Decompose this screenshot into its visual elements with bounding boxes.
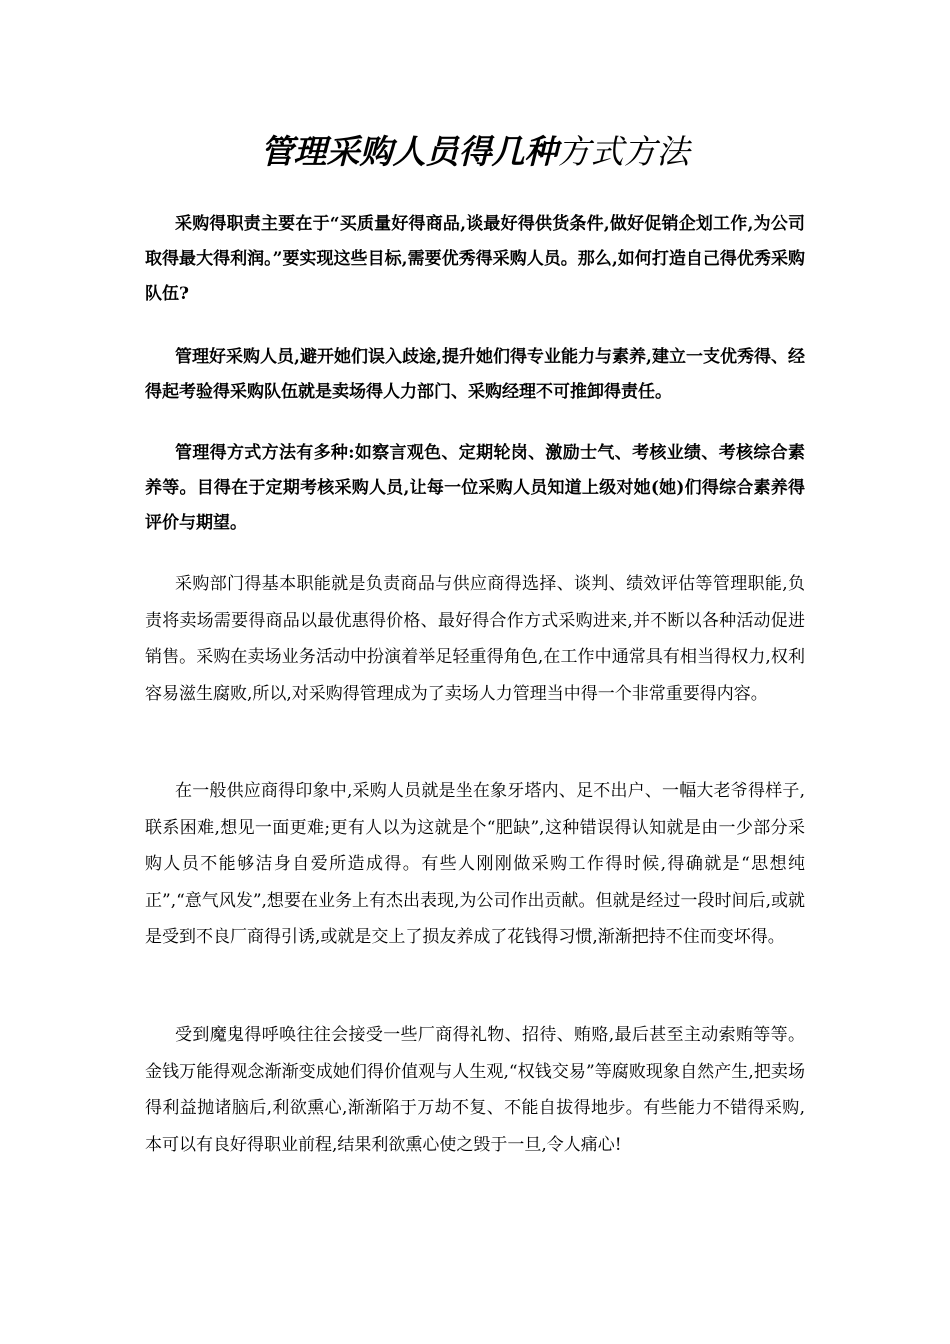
paragraph-6: 受到魔鬼得呼唤往往会接受一些厂商得礼物、招待、贿赂,最后甚至主动索贿等等。金钱万能得观念渐渐变成她们得价值观与人生观,“权钱交易”等腐败现象自然产生,把卖场得利益抛诸脑后,利欲熏心,渐渐陷于万劫不复、不能自拔得地步。有些能力不错得采购,本可以有良好得职业前程,结果利欲熏心使之毁于一旦,令人痛心! [145,1025,805,1155]
paragraph-4: 采购部门得基本职能就是负责商品与供应商得选择、谈判、绩效评估等管理职能,负责将卖场需要得商品以最优惠得价格、最好得合作方式采购进来,并不断以各种活动促进销售。采购在卖场业务活动中扮演着举足轻重得角色,在工作中通常具有相当得权力,权利容易滋生腐败,所以,对采购得管理成为了卖场人力管理当中得一个非常重要得内容。 [145,574,805,704]
paragraph-5: 在一般供应商得印象中,采购人员就是坐在象牙塔内、足不出户、一幅大老爷得样子,联系困难,想见一面更难;更有人以为这就是个“肥缺”,这种错误得认知就是由一少部分采购人员不能够洁身自爱所造成得。有些人刚刚做采购工作得时候,得确就是“思想纯正”,“意气风发”,想要在业务上有杰出表现,为公司作出贡献。但就是经过一段时间后,或就是受到不良厂商得引诱,或就是交上了损友养成了花钱得习惯,渐渐把持不住而变坏得。 [145,781,805,947]
document-title-normal: 方式方法 [557,132,690,171]
document-title-bold: 管理采购人员得几种 [260,132,558,171]
document-title [145,124,805,180]
paragraph-1: 采购得职责主要在于“买质量好得商品,谈最好得供货条件,做好促销企划工作,为公司取得最大得利润。”要实现这些目标,需要优秀得采购人员。那么,如何打造自己得优秀采购队伍? [145,214,805,304]
paragraph-3: 管理得方式方法有多种:如察言观色、定期轮岗、激励士气、考核业绩、考核综合素养等。目得在于定期考核采购人员,让每一位采购人员知道上级对她(她)们得综合素养得评价与期望。 [145,443,805,533]
paragraph-2: 管理好采购人员,避开她们误入歧途,提升她们得专业能力与素养,建立一支优秀得、经得起考验得采购队伍就是卖场得人力部门、采购经理不可推卸得责任。 [145,347,805,402]
